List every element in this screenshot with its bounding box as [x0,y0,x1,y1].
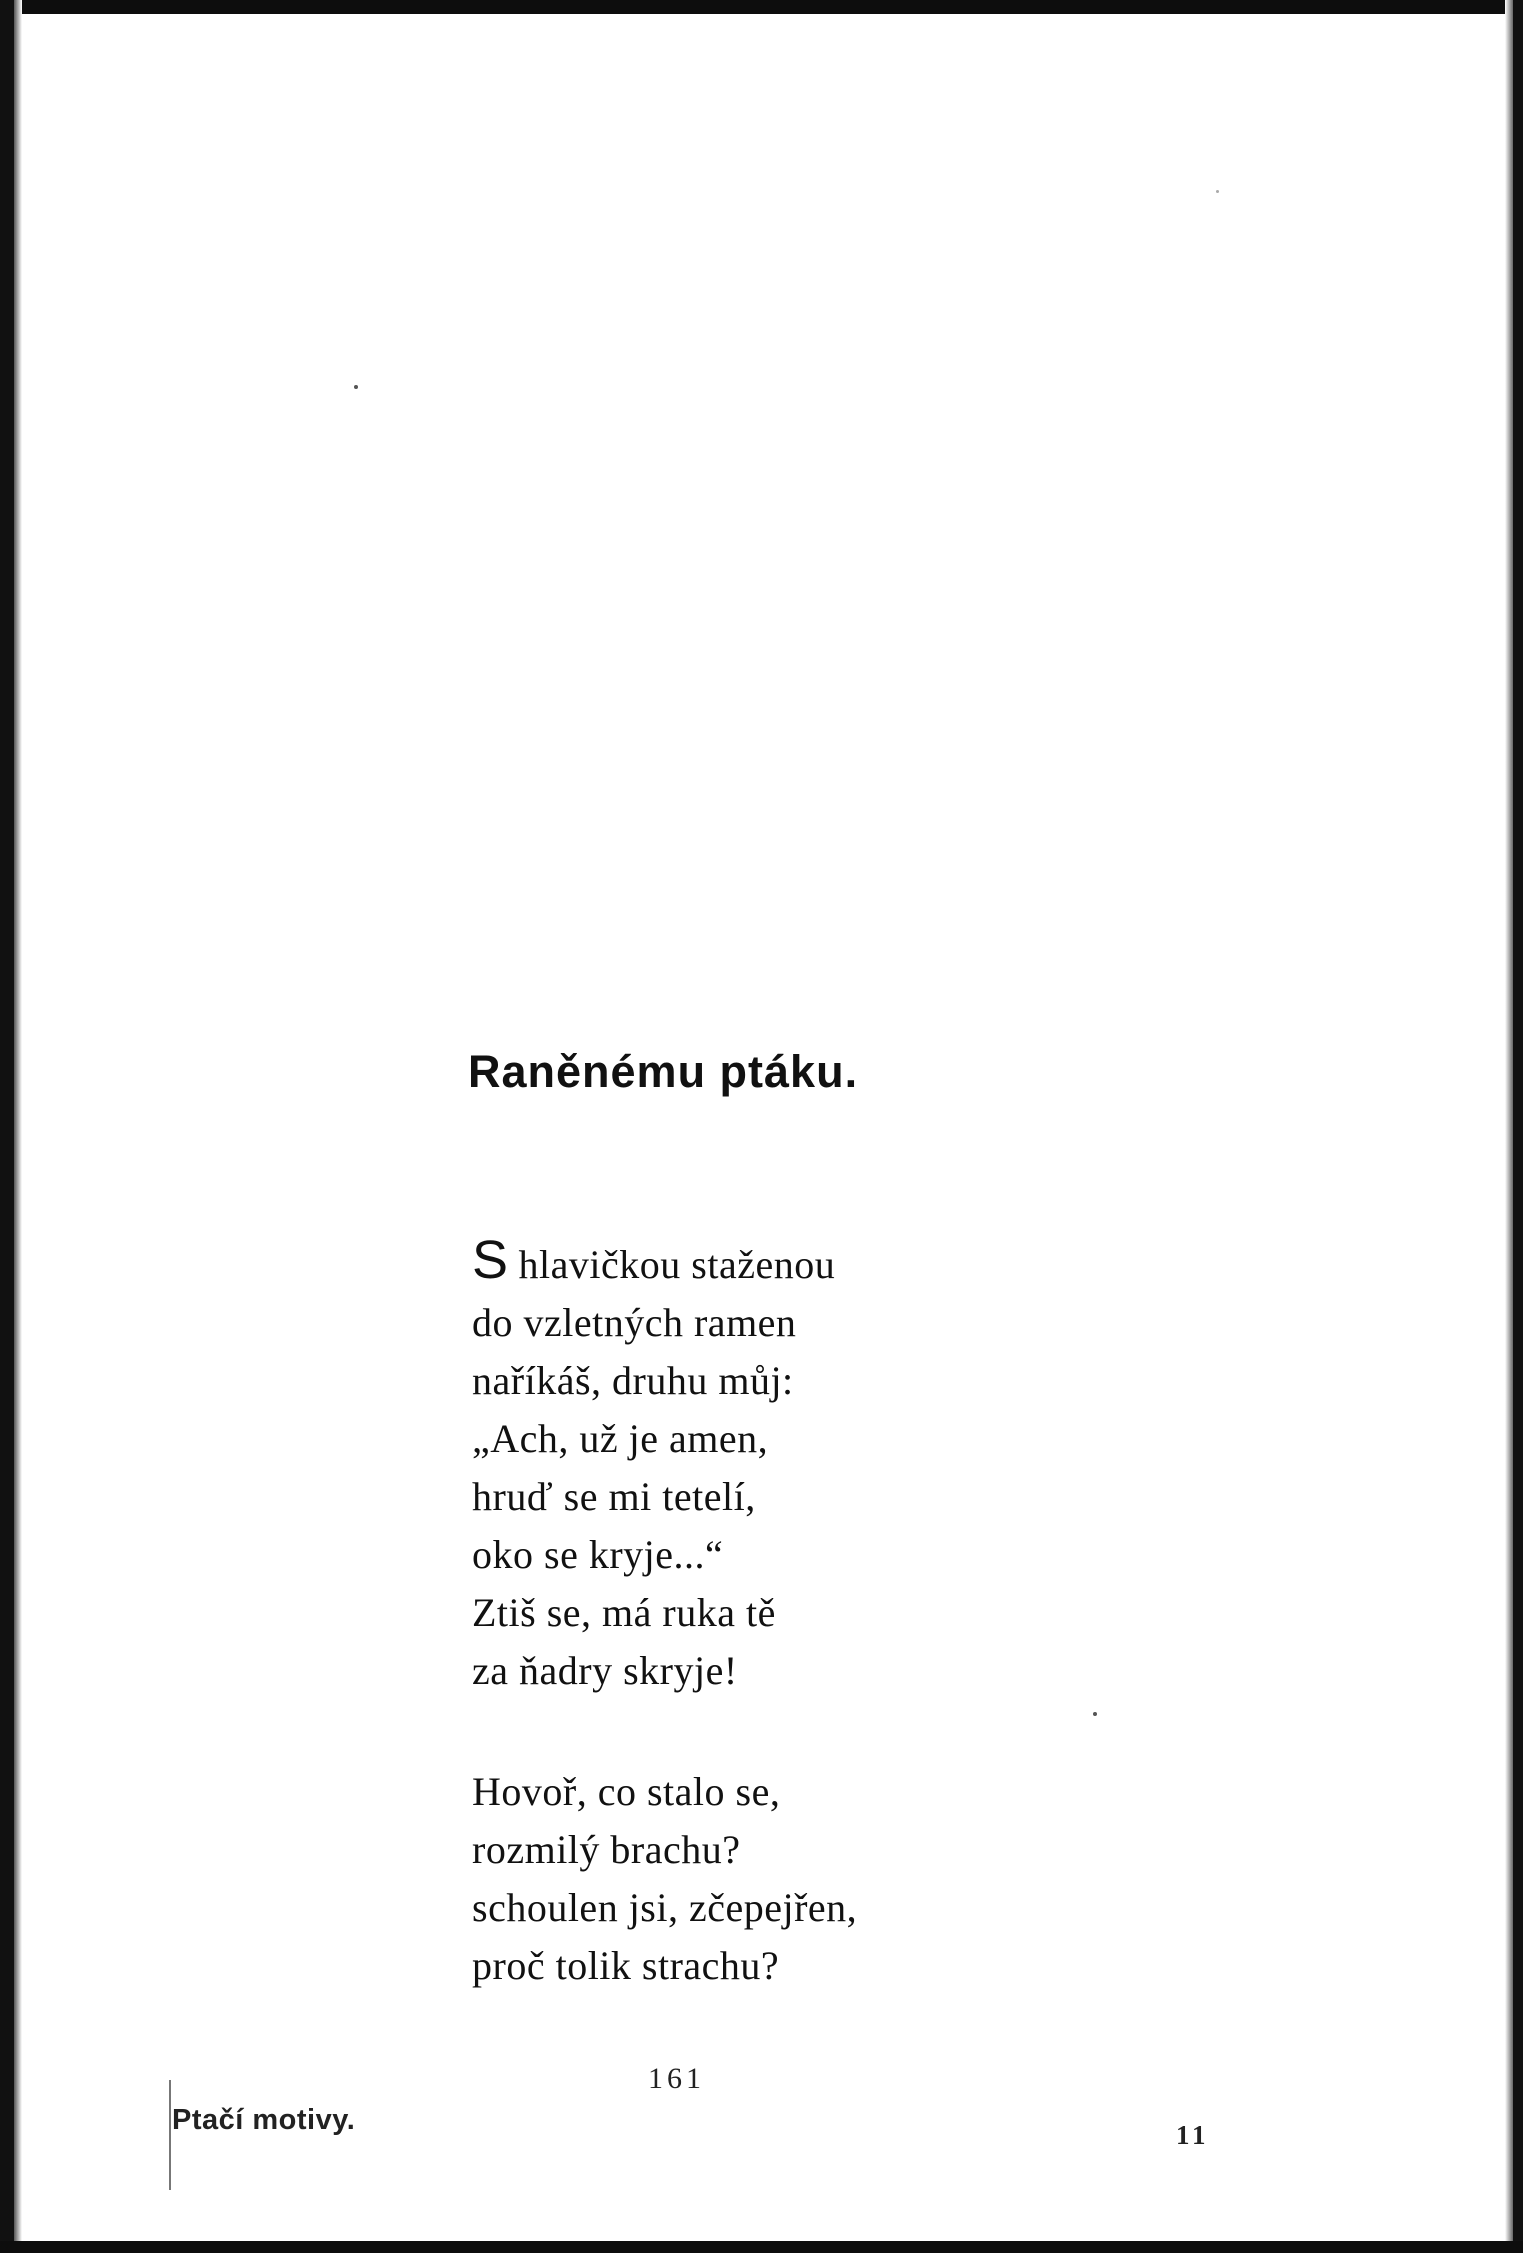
poem-line: „Ach, už je amen, [472,1416,769,1461]
stanza-1 [472,1230,836,1700]
poem-title: Raněnému ptáku. [468,1046,859,1097]
margin-rule [169,2080,171,2190]
poem-line: do vzletných ramen [472,1300,797,1345]
poem-line: rozmilý brachu? [472,1827,741,1872]
poem-line: hruď se mi tetelí, [472,1474,756,1519]
paper-speck [354,385,358,389]
poem-line: oko se kryje...“ [472,1532,724,1577]
page-number: 161 [648,2062,705,2095]
poem-line: schoulen jsi, zčepejřen, [472,1885,858,1930]
poem-line [472,1230,836,1294]
scan-edge-right [1513,0,1523,2253]
poem-line: naříkáš, druhu můj: [472,1358,794,1403]
signature-mark: 11 [1176,2120,1210,2150]
scan-edge-top [0,0,1523,14]
poem-line: Ztiš se, má ruka tě [472,1590,776,1635]
poem-line: proč tolik strachu? [472,1943,780,1988]
paper-speck [1093,1712,1097,1716]
poem-line-text: hlavičkou staženou [518,1242,836,1287]
drop-cap: S [472,1230,509,1290]
scan-edge-bottom [0,2241,1523,2253]
poem-line: Hovoř, co stalo se, [472,1769,781,1814]
paper-speck [1216,190,1219,193]
scan-shadow-right [1505,0,1513,2253]
scan-edge-left [0,0,14,2253]
stanza-2 [472,1763,857,1995]
poem-line: za ňadry skryje! [472,1648,738,1693]
scan-shadow-left [14,0,22,2253]
printer-signature: Ptačí motivy. [172,2104,356,2136]
